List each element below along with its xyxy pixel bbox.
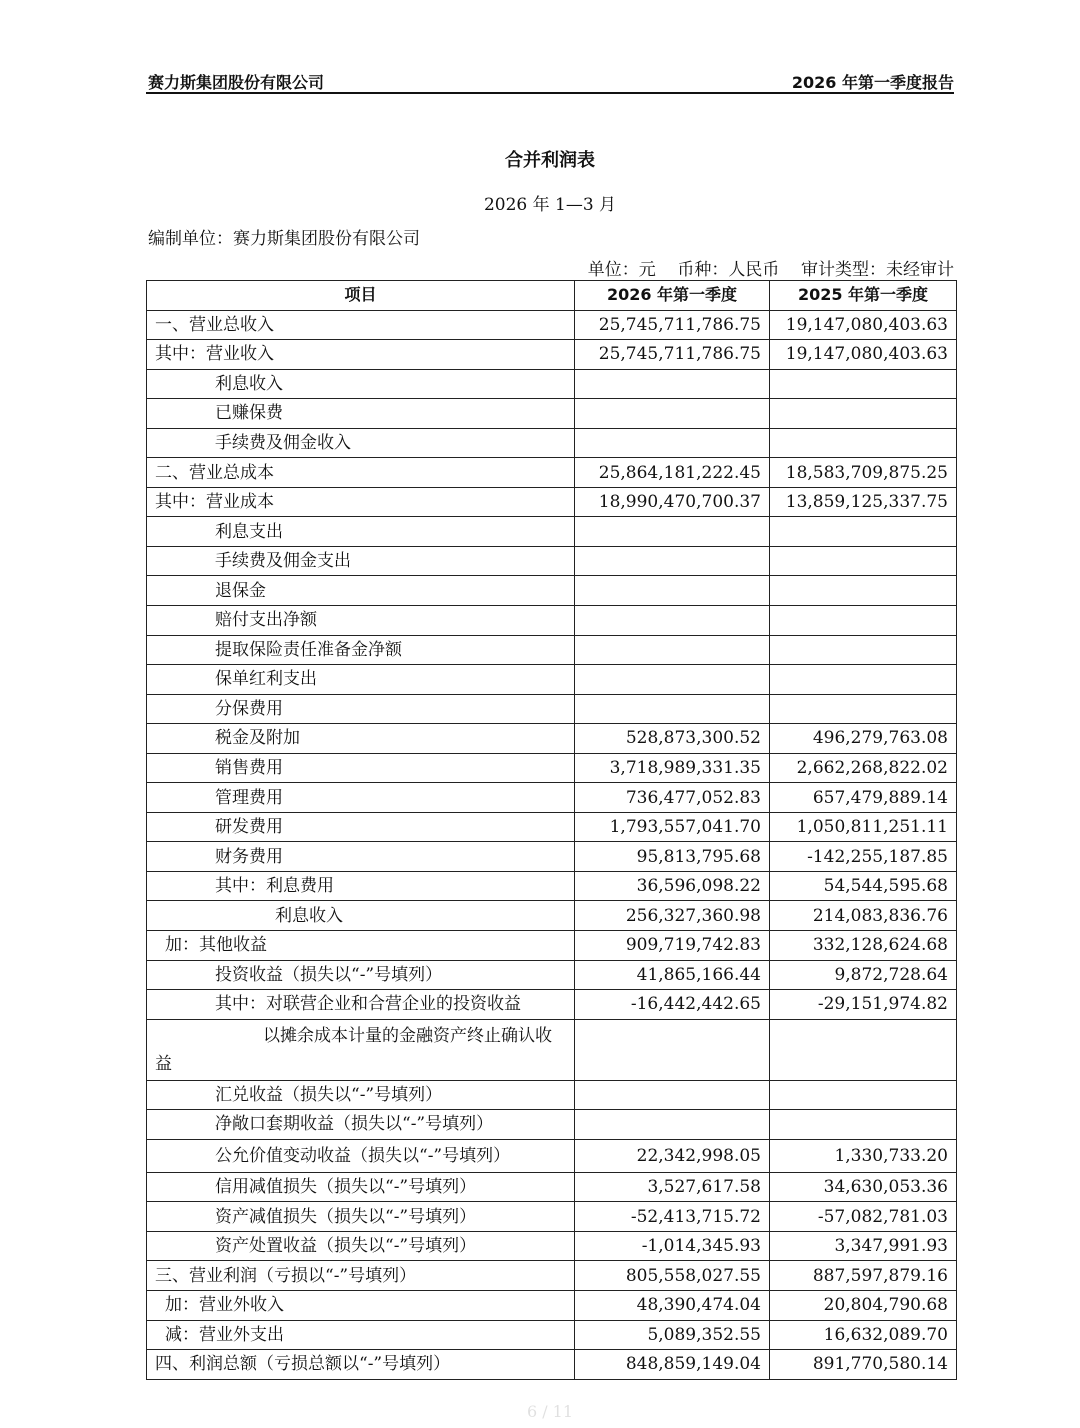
value-2025q1: 3,347,991.93 (770, 1231, 957, 1261)
value-2025q1 (770, 1110, 957, 1140)
table-row (147, 753, 957, 783)
row-item-label: 其中：营业成本 (147, 487, 575, 517)
table-row (147, 517, 957, 547)
value-2026q1 (575, 399, 770, 429)
value-2025q1: 1,050,811,251.11 (770, 812, 957, 842)
value-2025q1: 891,770,580.14 (770, 1350, 957, 1380)
value-2026q1 (575, 428, 770, 458)
table-row (147, 635, 957, 665)
table-row (147, 901, 957, 931)
compiling-unit: 编制单位：赛力斯集团股份有限公司 (148, 229, 420, 249)
value-2026q1: 5,089,352.55 (575, 1320, 770, 1350)
value-2026q1: 18,990,470,700.37 (575, 487, 770, 517)
table-row (147, 665, 957, 695)
row-item-label: 以摊余成本计量的金融资产终止确认收益 (147, 1019, 575, 1080)
value-2025q1 (770, 1080, 957, 1110)
table-row (147, 340, 957, 370)
row-item-label: 税金及附加 (147, 724, 575, 754)
table-row (147, 369, 957, 399)
value-2025q1: -142,255,187.85 (770, 842, 957, 872)
row-item-label: 已赚保费 (147, 399, 575, 429)
header-divider (146, 92, 954, 94)
row-item-label: 汇兑收益（损失以“-”号填列） (147, 1080, 575, 1110)
value-2025q1: 19,147,080,403.63 (770, 340, 957, 370)
row-item-label: 手续费及佣金支出 (147, 546, 575, 576)
value-2026q1 (575, 576, 770, 606)
table-row (147, 546, 957, 576)
statement-period: 2026 年 1—3 月 (483, 195, 617, 215)
row-item-label: 利息收入 (147, 369, 575, 399)
value-2026q1: 25,745,711,786.75 (575, 310, 770, 340)
table-row (147, 458, 957, 488)
row-item-label: 分保费用 (147, 694, 575, 724)
value-2025q1: 9,872,728.64 (770, 960, 957, 990)
value-2025q1 (770, 665, 957, 695)
row-item-label: 资产处置收益（损失以“-”号填列） (147, 1231, 575, 1261)
table-row (147, 842, 957, 872)
row-item-label: 利息收入 (147, 901, 575, 931)
row-item-label: 退保金 (147, 576, 575, 606)
value-2025q1 (770, 517, 957, 547)
value-2025q1: 214,083,836.76 (770, 901, 957, 931)
table-row (147, 1139, 957, 1172)
table-row (147, 1261, 957, 1291)
value-2026q1: 805,558,027.55 (575, 1261, 770, 1291)
value-2026q1: 736,477,052.83 (575, 783, 770, 813)
value-2025q1 (770, 635, 957, 665)
value-2026q1 (575, 635, 770, 665)
column-header-2025q1: 2025 年第一季度 (770, 281, 957, 311)
row-item-label: 三、营业利润（亏损以“-”号填列） (147, 1261, 575, 1291)
row-item-label: 公允价值变动收益（损失以“-”号填列） (147, 1139, 575, 1172)
value-2026q1 (575, 517, 770, 547)
value-2025q1 (770, 546, 957, 576)
value-2025q1 (770, 428, 957, 458)
table-row (147, 931, 957, 961)
value-2026q1 (575, 1019, 770, 1080)
value-2025q1: 20,804,790.68 (770, 1290, 957, 1320)
value-2026q1: 25,745,711,786.75 (575, 340, 770, 370)
row-item-label: 一、营业总收入 (147, 310, 575, 340)
value-2025q1: 887,597,879.16 (770, 1261, 957, 1291)
table-body (147, 310, 957, 1379)
value-2025q1 (770, 1019, 957, 1080)
value-2025q1: 13,859,125,337.75 (770, 487, 957, 517)
value-2025q1: 19,147,080,403.63 (770, 310, 957, 340)
value-2025q1: 18,583,709,875.25 (770, 458, 957, 488)
table-row (147, 990, 957, 1020)
value-2026q1 (575, 369, 770, 399)
row-item-label: 减：营业外支出 (147, 1320, 575, 1350)
table-row (147, 1320, 957, 1350)
value-2025q1 (770, 694, 957, 724)
value-2025q1: 1,330,733.20 (770, 1139, 957, 1172)
value-2026q1: 256,327,360.98 (575, 901, 770, 931)
value-2025q1 (770, 399, 957, 429)
table-row (147, 576, 957, 606)
value-2026q1: 1,793,557,041.70 (575, 812, 770, 842)
value-2026q1: 48,390,474.04 (575, 1290, 770, 1320)
value-2026q1: 909,719,742.83 (575, 931, 770, 961)
header-report-title: 2026 年第一季度报告 (791, 73, 954, 92)
value-2026q1 (575, 665, 770, 695)
table-row (147, 310, 957, 340)
row-item-label: 二、营业总成本 (147, 458, 575, 488)
table-row (147, 1080, 957, 1110)
row-item-label: 手续费及佣金收入 (147, 428, 575, 458)
value-2026q1: 41,865,166.44 (575, 960, 770, 990)
value-2026q1: 848,859,149.04 (575, 1350, 770, 1380)
row-item-label: 资产减值损失（损失以“-”号填列） (147, 1202, 575, 1232)
row-item-label: 其中：利息费用 (147, 871, 575, 901)
row-item-label: 赔付支出净额 (147, 606, 575, 636)
table-row (147, 1231, 957, 1261)
row-item-label: 利息支出 (147, 517, 575, 547)
row-item-label: 研发费用 (147, 812, 575, 842)
column-header-2026q1: 2026 年第一季度 (575, 281, 770, 311)
value-2026q1: 528,873,300.52 (575, 724, 770, 754)
row-item-label: 提取保险责任准备金净额 (147, 635, 575, 665)
value-2025q1: -57,082,781.03 (770, 1202, 957, 1232)
value-2026q1: 25,864,181,222.45 (575, 458, 770, 488)
value-2025q1 (770, 576, 957, 606)
value-2026q1 (575, 546, 770, 576)
header-company: 赛力斯集团股份有限公司 (148, 73, 325, 92)
table-row (147, 871, 957, 901)
income-statement-table (146, 280, 957, 1380)
table-row (147, 487, 957, 517)
column-header-item: 项目 (147, 281, 575, 311)
value-2025q1: -29,151,974.82 (770, 990, 957, 1020)
value-2025q1: 2,662,268,822.02 (770, 753, 957, 783)
value-2025q1: 16,632,089.70 (770, 1320, 957, 1350)
value-2026q1 (575, 694, 770, 724)
value-2026q1 (575, 1110, 770, 1140)
table-row (147, 694, 957, 724)
value-2026q1 (575, 1080, 770, 1110)
row-item-label: 加：其他收益 (147, 931, 575, 961)
row-item-label: 财务费用 (147, 842, 575, 872)
value-2026q1: -1,014,345.93 (575, 1231, 770, 1261)
value-2025q1: 332,128,624.68 (770, 931, 957, 961)
row-item-label: 四、利润总额（亏损总额以“-”号填列） (147, 1350, 575, 1380)
table-row (147, 960, 957, 990)
table-row (147, 399, 957, 429)
table-row (147, 1202, 957, 1232)
table-row (147, 1350, 957, 1380)
row-item-label: 销售费用 (147, 753, 575, 783)
unit-currency-audit-line: 单位：元 币种：人民币 审计类型：未经审计 (587, 260, 954, 280)
table-row (147, 1110, 957, 1140)
row-item-label: 管理费用 (147, 783, 575, 813)
row-item-label: 加：营业外收入 (147, 1290, 575, 1320)
value-2025q1: 54,544,595.68 (770, 871, 957, 901)
table-row (147, 783, 957, 813)
statement-title: 合并利润表 (505, 150, 595, 171)
table-row (147, 606, 957, 636)
table-header-row (147, 281, 957, 311)
row-item-label: 净敞口套期收益（损失以“-”号填列） (147, 1110, 575, 1140)
value-2026q1: -16,442,442.65 (575, 990, 770, 1020)
value-2025q1 (770, 369, 957, 399)
value-2026q1: 3,718,989,331.35 (575, 753, 770, 783)
value-2026q1: 22,342,998.05 (575, 1139, 770, 1172)
table-row (147, 1019, 957, 1080)
value-2026q1: -52,413,715.72 (575, 1202, 770, 1232)
row-item-label: 其中：对联营企业和合营企业的投资收益 (147, 990, 575, 1020)
value-2026q1: 95,813,795.68 (575, 842, 770, 872)
value-2026q1: 3,527,617.58 (575, 1172, 770, 1202)
value-2025q1: 657,479,889.14 (770, 783, 957, 813)
table-row (147, 1172, 957, 1202)
page-indicator-overlay (455, 1380, 645, 1420)
value-2025q1 (770, 606, 957, 636)
value-2026q1 (575, 606, 770, 636)
table-row (147, 812, 957, 842)
table-row (147, 1290, 957, 1320)
value-2025q1: 496,279,763.08 (770, 724, 957, 754)
row-item-label: 信用减值损失（损失以“-”号填列） (147, 1172, 575, 1202)
row-item-label: 投资收益（损失以“-”号填列） (147, 960, 575, 990)
value-2026q1: 36,596,098.22 (575, 871, 770, 901)
value-2025q1: 34,630,053.36 (770, 1172, 957, 1202)
row-item-label: 其中：营业收入 (147, 340, 575, 370)
table-row (147, 428, 957, 458)
row-item-label: 保单红利支出 (147, 665, 575, 695)
table-row (147, 724, 957, 754)
